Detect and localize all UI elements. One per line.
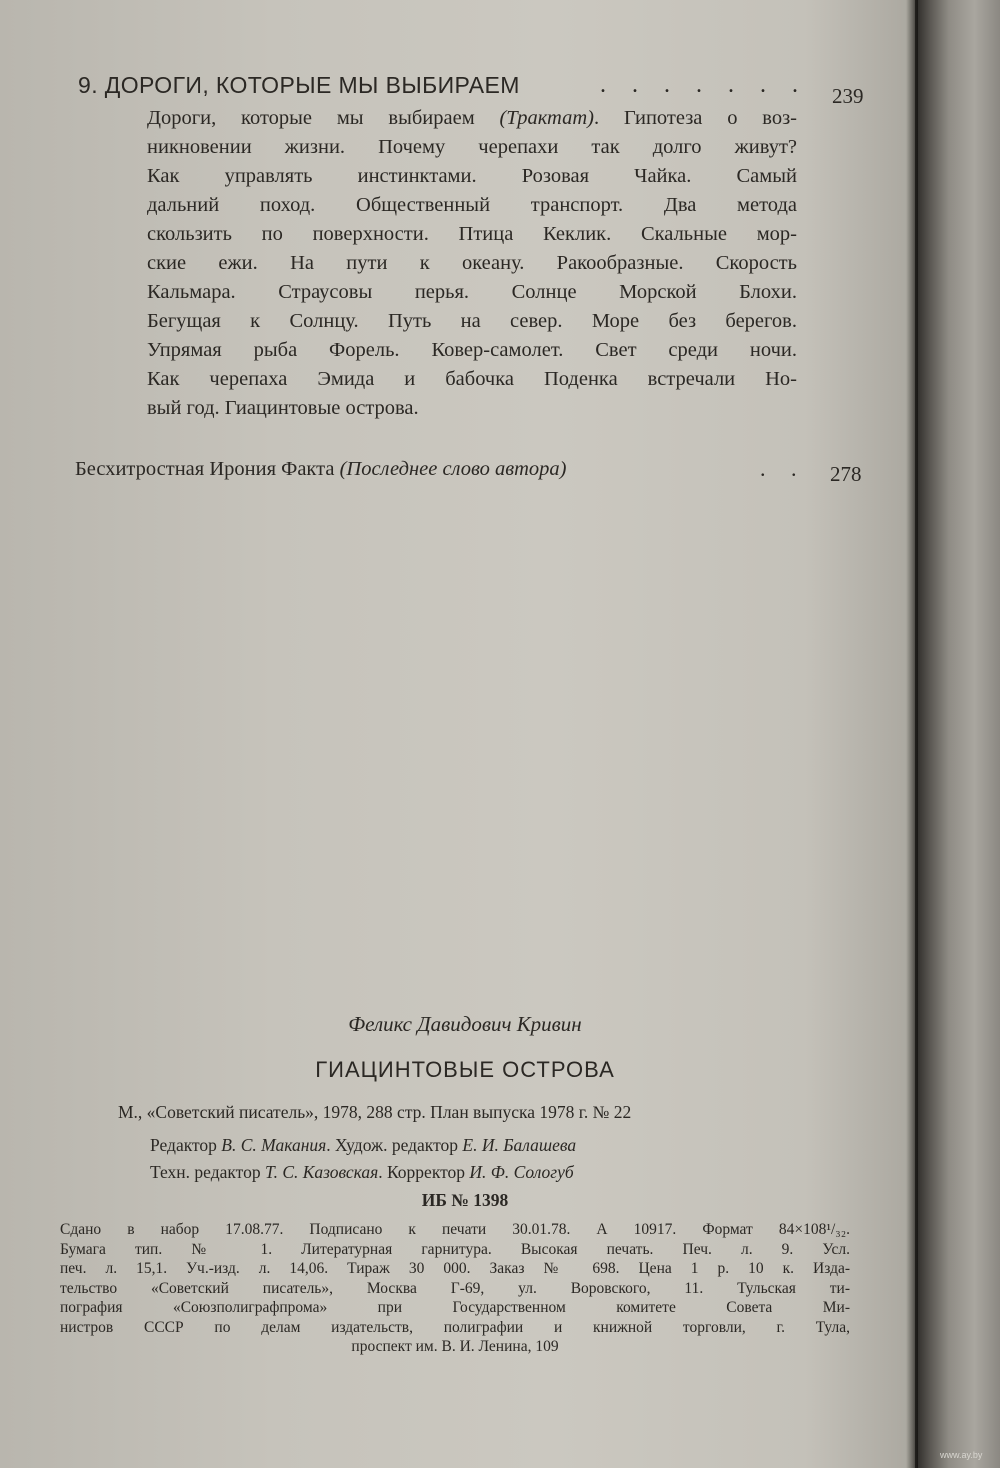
watermark: www.ay.by — [940, 1450, 983, 1460]
imprint-line: тельство «Советский писатель», Москва Г-69, ул. Воровского, 11. Тульская ти- — [60, 1279, 850, 1297]
colophon-book-title: ГИАЦИНТОВЫЕ ОСТРОВА — [315, 1057, 615, 1082]
toc-contents-line: Упрямая рыба Форель. Ковер-самолет. Свет среди ночи. — [147, 339, 797, 361]
toc-contents-line: вый год. Гиацинтовые острова. — [147, 397, 419, 419]
colophon-tech-editors: Техн. редактор Т. С. Казовская. Корректор И. Ф. Сологуб — [150, 1162, 574, 1182]
toc-page-number: 278 — [830, 462, 862, 486]
imprint-line: печ. л. 15,1. Уч.-изд. л. 14,06. Тираж 30 000. Заказ № 698. Цена 1 р. 10 к. Изда- — [60, 1260, 850, 1277]
toc-contents-line: Как управлять инстинктами. Розовая Чайка. Самый — [147, 165, 797, 187]
imprint-line: Сдано в набор 17.08.77. Подписано к печати 30.01.78. А 10917. Формат 84×108¹/₃₂. — [60, 1221, 850, 1238]
toc-leader-dots: . . — [760, 456, 807, 481]
imprint-line: Бумага тип. № 1. Литературная гарнитура. Высокая печать. Печ. л. 9. Усл. — [60, 1240, 850, 1258]
book-spine — [915, 0, 1000, 1468]
colophon-imprint — [60, 1220, 850, 1357]
toc-contents-line: никновении жизни. Почему черепахи так долго живут? — [147, 136, 797, 158]
toc-chapter-contents — [147, 104, 797, 423]
toc-contents-line: Дороги, которые мы выбираем (Трактат). Гипотеза о воз- — [147, 107, 797, 129]
toc-afterword-entry: Бесхитростная Ирония Факта (Последнее слово автора) — [75, 458, 567, 480]
colophon-ib-number: ИБ № 1398 — [421, 1190, 509, 1210]
toc-page-number: 239 — [832, 84, 864, 108]
toc-contents-line: Бегущая к Солнцу. Путь на север. Море без берегов. — [147, 310, 797, 332]
colophon-editors: Редактор В. С. Макания. Худож. редактор Е. И. Балашева — [150, 1135, 577, 1155]
toc-contents-line: скользить по поверхности. Птица Кеклик. Скальные мор- — [147, 223, 797, 245]
toc-leader-dots: . . . . . . . — [600, 72, 808, 98]
colophon-publication-info: М., «Советский писатель», 1978, 288 стр. План выпуска 1978 г. № 22 — [118, 1102, 632, 1122]
toc-chapter-title: 9. ДОРОГИ, КОТОРЫЕ МЫ ВЫБИРАЕМ — [78, 72, 520, 98]
page-gutter-shadow — [906, 0, 918, 1468]
imprint-line: проспект им. В. И. Ленина, 109 — [351, 1338, 559, 1355]
colophon-author: Феликс Давидович Кривин — [348, 1012, 582, 1036]
imprint-line: пография «Союзполиграфпрома» при Государственном комитете Совета Ми- — [60, 1299, 850, 1316]
toc-contents-line: дальний поход. Общественный транспорт. Два метода — [147, 194, 797, 216]
imprint-line: нистров СССР по делам издательств, полиграфии и книжной торговли, г. Тула, — [60, 1318, 850, 1336]
toc-contents-line: Как черепаха Эмида и бабочка Поденка встречали Но- — [147, 368, 797, 390]
toc-contents-line: ские ежи. На пути к океану. Ракообразные. Скорость — [147, 252, 797, 274]
toc-contents-line: Кальмара. Страусовы перья. Солнце Морской Блохи. — [147, 281, 797, 303]
